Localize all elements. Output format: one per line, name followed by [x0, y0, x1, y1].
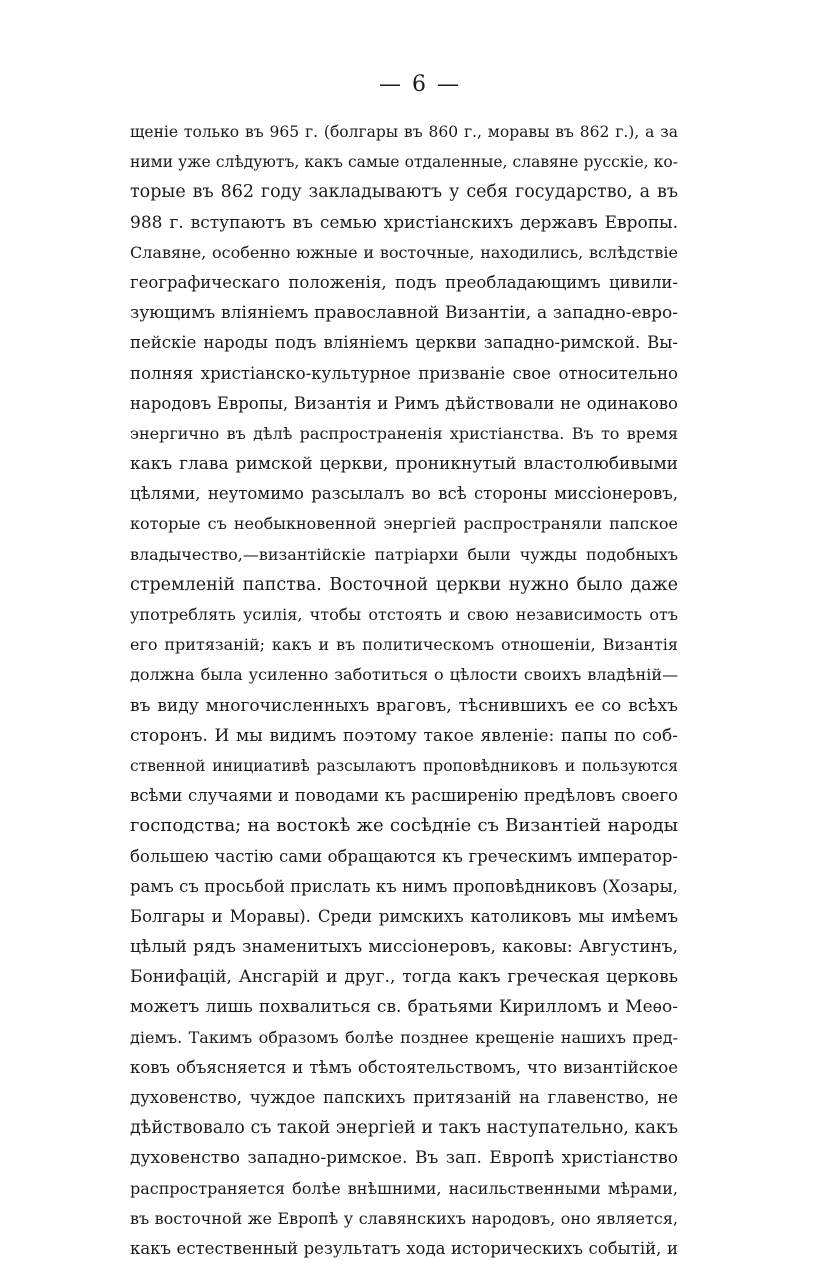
text-line: какъ глава римской церкви, проникнутый властолюбивыми — [130, 454, 678, 475]
text-line: щенiе только въ 965 г. (болгары въ 860 г., моравы въ 862 г.), а за — [130, 123, 678, 141]
text-line: должна была усиленно заботиться о цѣлости своихъ владѣнiй— — [130, 665, 678, 685]
text-line: Болгары и Моравы). Среди римскихъ католиковъ мы имѣемъ — [130, 906, 678, 926]
text-line: полняя христiанско-культурное призванiе свое относительно — [130, 363, 678, 383]
text-line: Славяне, особенно южные и восточные, находились, вслѣдствiе — [130, 242, 678, 262]
text-line: цѣлый рядъ знаменитыхъ миссiонеровъ, каковы: Августинъ, — [130, 937, 678, 958]
page-number: — 6 — — [379, 72, 461, 97]
text-line: 988 г. вступаютъ въ семью христiанскихъ державъ Европы. — [130, 212, 678, 233]
text-line: торые въ 862 году закладываютъ у себя государство, а въ — [130, 182, 678, 203]
text-line: Бонифацiй, Ансгарiй и друг., тогда какъ греческая церковь — [130, 967, 678, 988]
text-line: ковъ объясняется и тѣмъ обстоятельствомъ, что византiйское — [130, 1057, 678, 1077]
text-line: ними уже слѣдуютъ, какъ самые отдаленные, славяне русскiе, ко- — [130, 153, 678, 172]
text-line: владычество,—византiйскiе патрiархи были чужды подобныхъ — [130, 544, 678, 564]
text-line: въ восточной же Европѣ у славянскихъ народовъ, оно является, — [130, 1208, 678, 1228]
text-line: ственной инициативѣ разсылаютъ проповѣдниковъ и пользуются — [130, 756, 678, 775]
text-line: въ виду многочисленныхъ враговъ, тѣснившихъ ее со всѣхъ — [130, 695, 678, 716]
text-line: какъ естественный результатъ хода историческихъ событiй, и — [130, 1238, 678, 1258]
text-line: народовъ Европы, Византiя и Римъ дѣйствовали не одинаково — [130, 393, 678, 413]
text-line: дiемъ. Такимъ образомъ болѣе позднее крещенiе нашихъ пред- — [130, 1027, 678, 1047]
text-line: стремленiй папства. Восточной церкви нужно было даже — [130, 574, 678, 595]
text-line: энергично въ дѣлѣ распространенiя христiанства. Въ то время — [130, 423, 678, 443]
text-line: его притязанiй; какъ и въ политическомъ отношенiи, Византiя — [130, 635, 678, 655]
body-text — [130, 117, 678, 1264]
text-line: пейскiе народы подъ влiянiемъ церкви западно-римской. Вы- — [130, 333, 678, 353]
text-line: которые съ необыкновенной энергiей распространяли папское — [130, 514, 678, 534]
text-line: духовенство западно-римское. Въ зап. Европѣ христiанство — [130, 1148, 678, 1169]
text-line: распространяется болѣе внѣшними, насильственными мѣрами, — [130, 1178, 678, 1198]
text-line: большею частiю сами обращаются къ греческимъ император- — [130, 846, 678, 866]
text-line: зующимъ влiянiемъ православной Византiи, а западно-евро- — [130, 303, 678, 324]
text-line: всѣми случаями и поводами къ расширенiю предѣловъ своего — [130, 786, 678, 806]
text-line: господства; на востокѣ же сосѣднiе съ Византiей народы — [130, 815, 678, 837]
text-line: цѣлями, неутомимо разсылалъ во всѣ стороны миссiонеровъ, — [130, 484, 678, 504]
text-line: дѣйствовало съ такой энергiей и такъ наступательно, какъ — [130, 1118, 678, 1139]
text-line: рамъ съ просьбой прислать къ нимъ проповѣдниковъ (Хозары, — [130, 876, 678, 896]
text-line: можетъ лишь похвалиться св. братьями Кирилломъ и Меѳо- — [130, 997, 678, 1018]
text-line: употреблять усилiя, чтобы отстоять и свою независимость отъ — [130, 605, 678, 624]
text-line: географическаго положенiя, подъ преобладающимъ цивили- — [130, 272, 678, 292]
text-line: сторонъ. И мы видимъ поэтому такое явленiе: папы по соб- — [130, 725, 678, 746]
text-line: духовенство, чуждое папскихъ притязанiй на главенство, не — [130, 1088, 678, 1107]
